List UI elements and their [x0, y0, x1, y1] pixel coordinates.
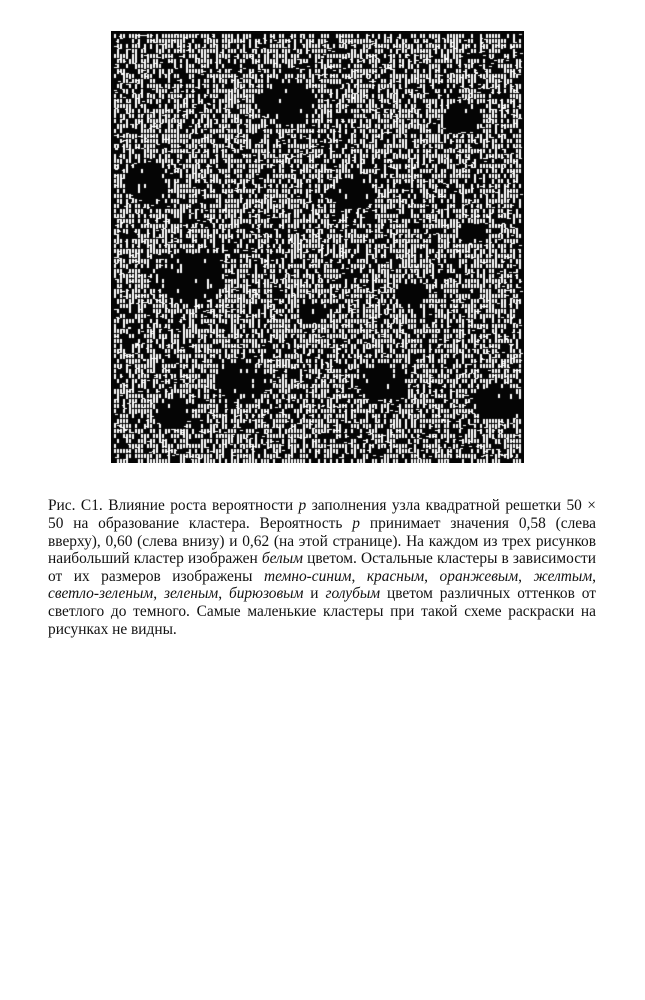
- percolation-lattice-image: [111, 31, 524, 463]
- caption-color-yellow: желтым: [533, 567, 593, 585]
- caption-color-light-green: светло-зеленым: [48, 585, 154, 603]
- caption-color-turquoise: бирюзовым: [229, 585, 304, 603]
- caption-color-orange: оранжевым: [439, 567, 519, 585]
- caption-text-3: принимает значения 0,58 (слева вверху), 0,60 (слева внизу) и 0,62 (на этой странице). На каждом из трех рисунков наибольший кластер изображен: [48, 514, 596, 568]
- caption-variable-p: p: [352, 514, 360, 532]
- caption-color-dark-blue: темно-синим: [263, 567, 352, 585]
- figure-caption: Рис. С1. Влияние роста вероятности p заполнения узла квадратной решетки 50 × 50 на образование кластера. Вероятность p принимает значения 0,58 (слева вверху), 0,60 (слева внизу) и 0,62 (на этой странице). На каждом из трех рисунков наибольший кластер изображен белым цветом. Остальные кластеры в зависимости от их размеров изображены темно-синим, красным, оранжевым, желтым, светло-зеленым, зеленым, бирюзовым и голубым цветом различных оттенков от светлого до темного. Самые маленькие кластеры при такой схеме раскраски на рисунках не видны.: [48, 497, 597, 638]
- caption-text-4: цветом. Остальные кластеры в зависимости от их размеров изображены: [48, 550, 596, 585]
- caption-color-light-blue: голубым: [325, 585, 381, 603]
- caption-color-green: зеленым: [163, 585, 219, 603]
- percolation-lattice-figure: [111, 31, 524, 463]
- caption-color-white: белым: [261, 550, 303, 568]
- caption-variable-p: p: [298, 497, 307, 515]
- caption-text-5: цветом различных оттенков от светлого до темного. Самые маленькие кластеры при такой схеме раскраски на рисунках не видны.: [48, 585, 596, 638]
- caption-text-1: Рис. С1. Влияние роста вероятности: [48, 497, 299, 515]
- caption-color-red: красным: [366, 567, 425, 585]
- caption-text-2: заполнения узла квадратной решетки 50 × 50 на образование кластера. Вероятность: [48, 497, 596, 532]
